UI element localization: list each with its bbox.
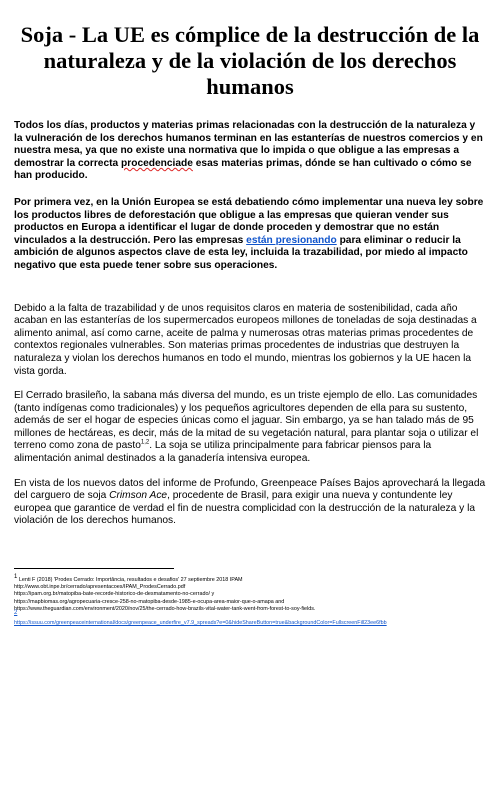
document-page (14, 0, 486, 627)
body-paragraph-1: Debido a la falta de trazabilidad y de unos requisitos claros en materia de sostenibilidad, cada año acaban en las estanterías de los supermercados europeos millones de toneladas de soja destinadas a alimento animal, así como carne, aceite de palma y numerosas otras materias primas procedentes de contextos regionales vulnerables. Son materias primas procedentes de industrias que destruyen la naturaleza y violan los derechos humanos en todo el mundo, mientras los gobiernos y la UE hacen la vista gorda. (14, 302, 477, 377)
footnotes (14, 574, 486, 627)
page-title: Soja - La UE es cómplice de la destrucción de la naturaleza y de la violación de los derechos humanos (20, 22, 480, 99)
footnote-url: https://mapbiomas.org/agropecuaria-cresce-258-no-matopiba-desde-1985-e-ocupa-area-maior-que-o-amapa and (14, 598, 285, 605)
intro-paragraph-2: Por primera vez, en la Unión Europea se está debatiendo cómo implementar una nueva ley sobre los productos libres de deforestación que obligue a las empresas que quieran vender sus productos en Europa a identificar el lugar de donde proceden y demostrar que no están vinculados a la destrucción. Pero las empresas están presionando para eliminar o reducir la ambición de algunos aspectos clave de esta ley, incluida la trazabilidad, por miedo al impacto negativo que esta puede tener sobre sus operaciones. (14, 196, 484, 271)
spellcheck-marked-word: procedenciade (121, 157, 193, 169)
footnote-2-marker: 2 (14, 610, 18, 617)
body-paragraph-3: En vista de los nuevos datos del informe de Profundo, Greenpeace Países Bajos aprovechará la llegada del carguero de soja Crimson Ace, procedente de Brasil, para exigir una nueva y contundente ley europea que garantice de verdad el fin de nuestra complicidad con la destrucción de la naturaleza y la violación de los derechos humanos. (14, 477, 486, 527)
footnote-1: $^1$ Lenti F (2018) 'Prodes Cerrado: Importância, resultados e desafios' 27 septiembre 2018 IPAM (14, 574, 243, 584)
lobbying-link[interactable]: están presionando (246, 234, 337, 246)
footnote-url: https://ipam.org.br/matopiba-bate-recorde-historico-de-desmatamento-no-cerrado/ y (14, 591, 215, 598)
ship-name: Crimson Ace (109, 490, 168, 502)
footnote-divider (14, 568, 174, 569)
body-text (14, 303, 486, 529)
footnote-ref[interactable]: 1,2 (140, 440, 150, 447)
footnote-2-link[interactable]: https://issuu.com/greenpeaceinternational/docs/greenpeace_underfire_v7.9_spreads?e=0&hideShareButton=true&backgroundColor=FullscreenFill23ee6fbb (14, 620, 387, 627)
body-paragraph-2: El Cerrado brasileño, la sabana más diversa del mundo, es un triste ejemplo de ello. Las comunidades (tanto indígenas como tradicionales) y los pequeños agricultores dependen de ella para su sustento, además de ser el hogar de especies únicas como el jaguar. Sin embargo, ya se han talado más de 95 millones de hectáreas, es decir, más de la mitad de su vegetación natural, para plantar soja o utilizar el terreno como zona de pasto$^{1,2}$. La soja se utiliza principalmente para fabricar piensos para la alimentación animal destinados a la ganadería intensiva europea. (14, 390, 479, 465)
footnote-url: http://www.obt.inpe.br/cerrado/apresentacoes/IPAM_ProdesCerrado.pdf (14, 584, 186, 591)
footnote-url: https://www.theguardian.com/environment/2020/nov/25/the-cerrado-how-brazils-vital-water-tank-went-from-forest-to-soy-fields. (14, 605, 316, 612)
intro-paragraph-1: Todos los días, productos y materias primas relacionadas con la destrucción de la naturaleza y la vulneración de los derechos humanos terminan en las estanterías de nuestros comercios y en nuestra mesa, ya que no existe una normativa que lo impida o que obligue a las empresas a demostrar la correcta procedenciade esas materias primas, dónde se han cultivado o cómo se han producido. (14, 120, 483, 182)
